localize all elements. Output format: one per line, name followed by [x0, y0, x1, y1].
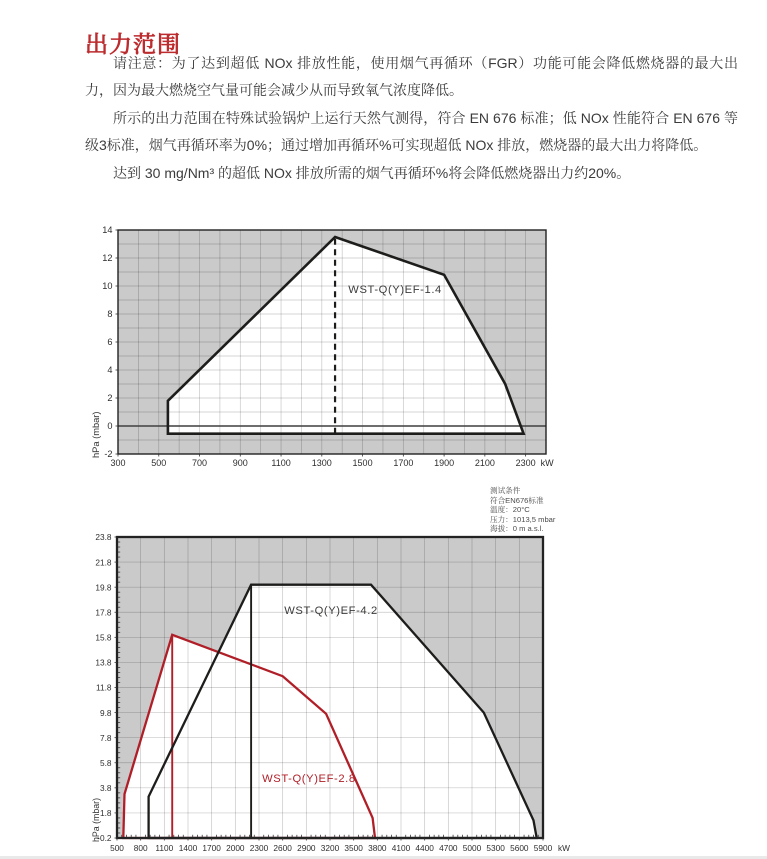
svg-text:2: 2	[107, 393, 113, 404]
svg-text:5000: 5000	[462, 843, 482, 853]
svg-text:3500: 3500	[344, 843, 363, 853]
svg-text:500: 500	[151, 458, 167, 468]
svg-text:1700: 1700	[393, 458, 414, 468]
svg-text:8: 8	[107, 309, 113, 320]
svg-text:-0.2: -0.2	[97, 833, 112, 844]
svg-text:4700: 4700	[439, 843, 458, 853]
series-label: WST-Q(Y)EF-4.2	[284, 604, 378, 617]
svg-text:4: 4	[107, 365, 113, 376]
y-axis-label: hPa (mbar)	[91, 411, 101, 458]
output-envelope-chart-small	[85, 224, 575, 476]
svg-text:11.8: 11.8	[95, 682, 112, 693]
svg-text:2300: 2300	[515, 458, 536, 468]
svg-text:12: 12	[102, 253, 113, 264]
svg-text:700: 700	[192, 458, 208, 468]
test-conditions-line: 测试条件	[490, 486, 521, 495]
svg-text:1.8: 1.8	[99, 808, 112, 819]
svg-text:15.8: 15.8	[95, 632, 112, 643]
series-label: WST-Q(Y)EF-2.8	[262, 773, 356, 786]
svg-text:1400: 1400	[178, 843, 198, 853]
chart-ef14-svg	[85, 224, 575, 476]
svg-text:5.8: 5.8	[99, 757, 112, 768]
svg-text:800: 800	[133, 843, 148, 853]
svg-text:6: 6	[107, 337, 113, 348]
svg-text:-2: -2	[104, 449, 113, 460]
svg-text:5600: 5600	[510, 843, 529, 853]
svg-text:3.8: 3.8	[99, 783, 112, 794]
svg-text:900: 900	[232, 458, 248, 468]
svg-text:1100: 1100	[155, 843, 174, 853]
svg-text:300: 300	[110, 458, 126, 468]
svg-text:3800: 3800	[368, 843, 387, 853]
test-conditions-note	[490, 486, 555, 534]
svg-text:0: 0	[107, 421, 113, 432]
svg-text:5900: 5900	[533, 843, 553, 853]
paragraph-nox-note: 达到 30 mg/Nm³ 的超低 NOx 排放所需的烟气再循环%将会降低燃烧器出力约20%。	[113, 164, 631, 181]
svg-text:2000: 2000	[226, 843, 245, 853]
paragraph-en676-note: 所示的出力范围在特殊试验锅炉上运行天然气测得，符合 EN 676 标准；低 NOx 性能符合 EN 676 等级3标准，烟气再循环率为0%；通过增加再循环%可实现超低 NOx 排放，燃烧器的最大出力将降低。	[85, 109, 738, 154]
svg-text:2600: 2600	[273, 843, 292, 853]
svg-text:3200: 3200	[320, 843, 340, 853]
output-envelope-chart-large	[85, 530, 580, 859]
svg-text:5300: 5300	[486, 843, 505, 853]
test-conditions-line: 温度：20°C	[490, 505, 530, 515]
svg-text:14: 14	[102, 225, 113, 236]
test-conditions-line: 海拔：0 m a.s.l.	[490, 524, 544, 534]
svg-text:23.8: 23.8	[95, 532, 112, 543]
svg-text:2100: 2100	[474, 458, 495, 468]
chart-ef42-ef28-svg	[85, 530, 580, 859]
svg-text:17.8: 17.8	[95, 607, 112, 618]
paragraph-fgr-note: 请注意：为了达到超低 NOx 排放性能，使用烟气再循环（FGR）功能可能会降低燃烧器的最大出力，因为最大燃烧空气量可能会减少从而导致氧气浓度降低。	[85, 55, 738, 99]
svg-text:1900: 1900	[434, 458, 455, 468]
body-text	[85, 50, 738, 187]
svg-text:500: 500	[110, 843, 124, 853]
svg-text:4100: 4100	[391, 843, 411, 853]
y-axis-label: hPa (mbar)	[91, 798, 101, 842]
svg-text:13.8: 13.8	[95, 657, 112, 668]
svg-text:1500: 1500	[352, 458, 373, 468]
series-label: WST-Q(Y)EF-1.4	[348, 284, 442, 297]
section-title: 出力范围	[85, 31, 181, 58]
svg-text:10: 10	[102, 281, 113, 292]
test-conditions-line: 压力：1013,5 mbar	[490, 514, 556, 524]
x-axis-unit: kW	[558, 843, 570, 853]
svg-text:1100: 1100	[271, 458, 291, 468]
svg-text:4400: 4400	[415, 843, 434, 853]
svg-text:1700: 1700	[202, 843, 221, 853]
svg-text:21.8: 21.8	[95, 557, 112, 568]
svg-text:2300: 2300	[249, 843, 269, 853]
svg-text:2900: 2900	[297, 843, 316, 853]
svg-text:9.8: 9.8	[99, 707, 112, 718]
svg-text:19.8: 19.8	[95, 582, 112, 593]
svg-text:7.8: 7.8	[99, 732, 112, 743]
test-conditions-line: 符合EN676标准	[490, 495, 544, 505]
x-axis-unit: kW	[540, 458, 554, 468]
svg-text:1300: 1300	[311, 458, 332, 468]
